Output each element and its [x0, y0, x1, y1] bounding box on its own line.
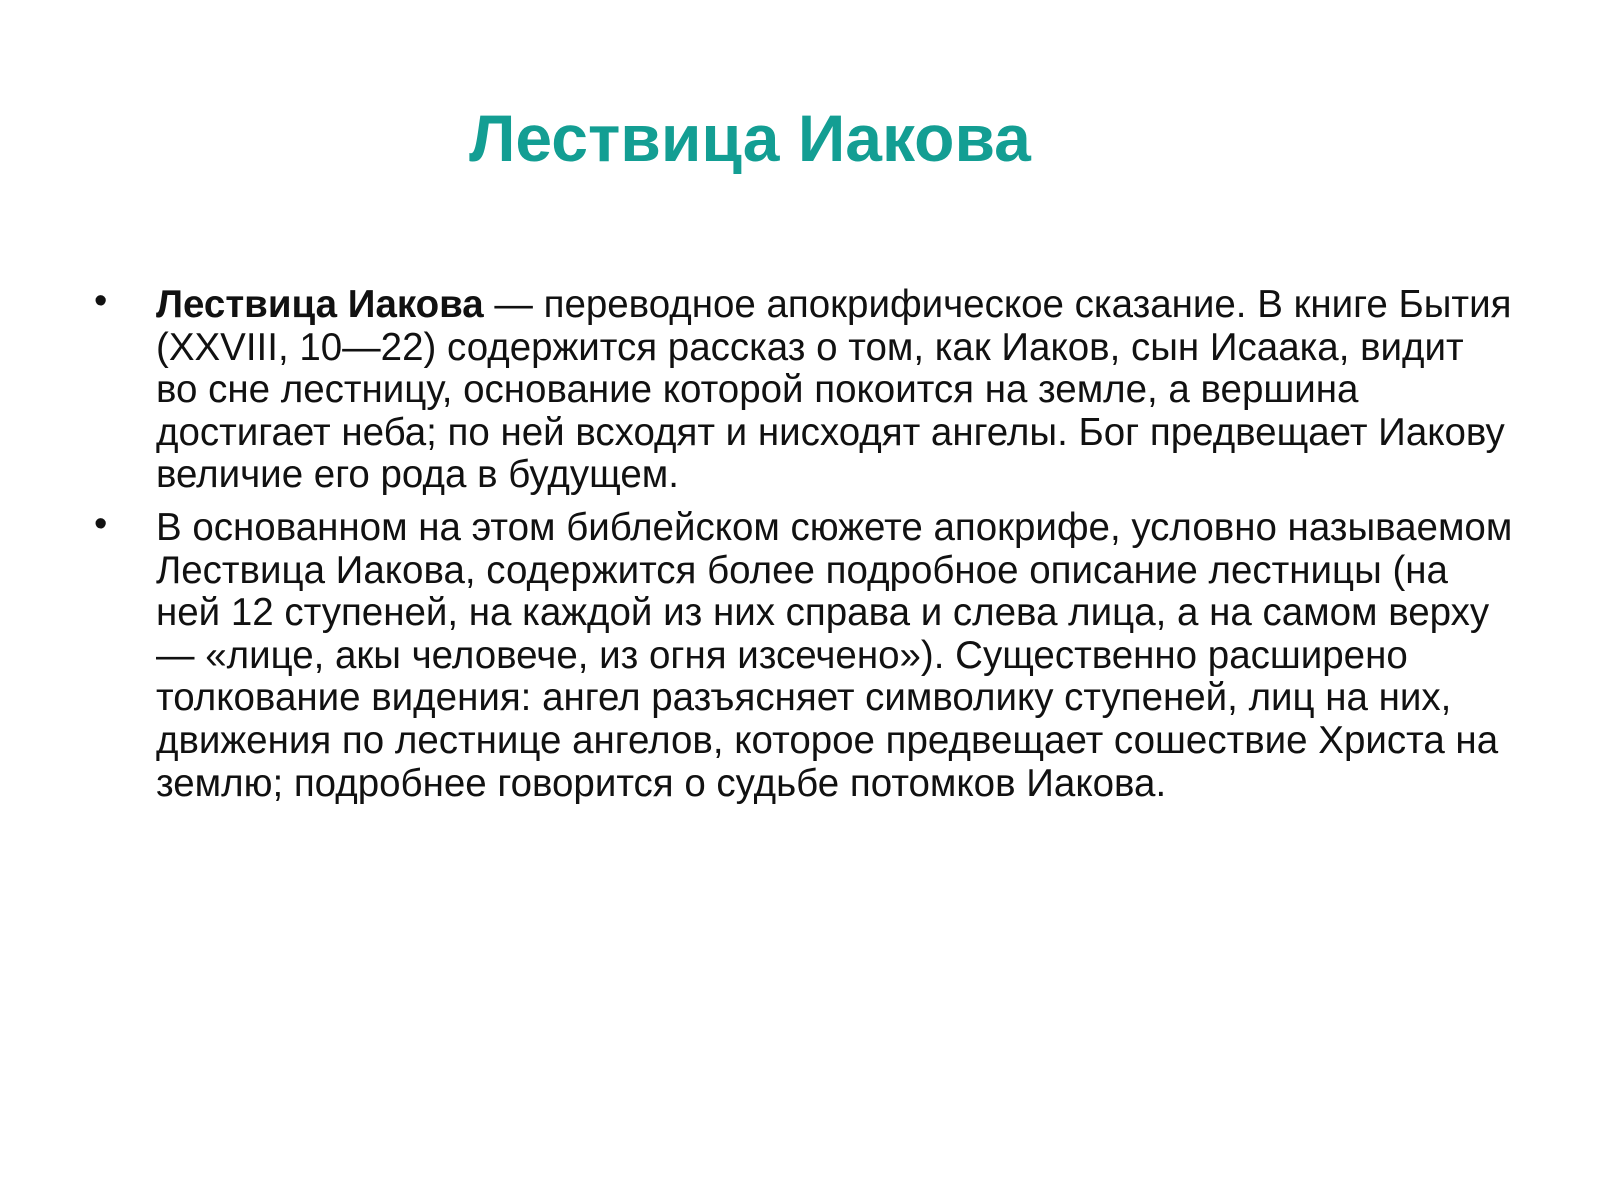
bullet-list: [94, 280, 1514, 815]
bullet-text: В основанном на этом библейском сюжете апокрифе, условно называемом Лествица Иакова, содержится более подробное описание лестницы (на ней 12 ступеней, на каждой из них справа и слева лица, а на самом верху — «лице, акы человече, из огня изсечено»). Существенно расширено толкование видения: ангел разъясняет символику ступеней, лиц на них, движения по лестнице ангелов, которое предвещает сошествие Христа на землю; подробнее говорится о судьбе потомков Иакова.: [156, 505, 1513, 805]
slide-title: Лествица Иакова: [469, 101, 1031, 175]
bold-term: Лествица Иакова: [156, 283, 484, 326]
bullet-item-definition: [94, 280, 1514, 497]
bullet-icon: •: [94, 502, 108, 545]
bullet-item-apocrypha: [94, 502, 1514, 805]
bullet-text: — переводное апокрифическое сказание. В книге Бытия (XXVIII, 10—22) содержится рассказ о том, как Иаков, сын Исаака, видит во сне лестницу, основание которой покоится на земле, а вершина достигает неба; по ней всходят и нисходят ангелы. Бог предвещает Иакову величие его рода в будущем.: [156, 283, 1512, 497]
bullet-icon: •: [94, 280, 108, 322]
